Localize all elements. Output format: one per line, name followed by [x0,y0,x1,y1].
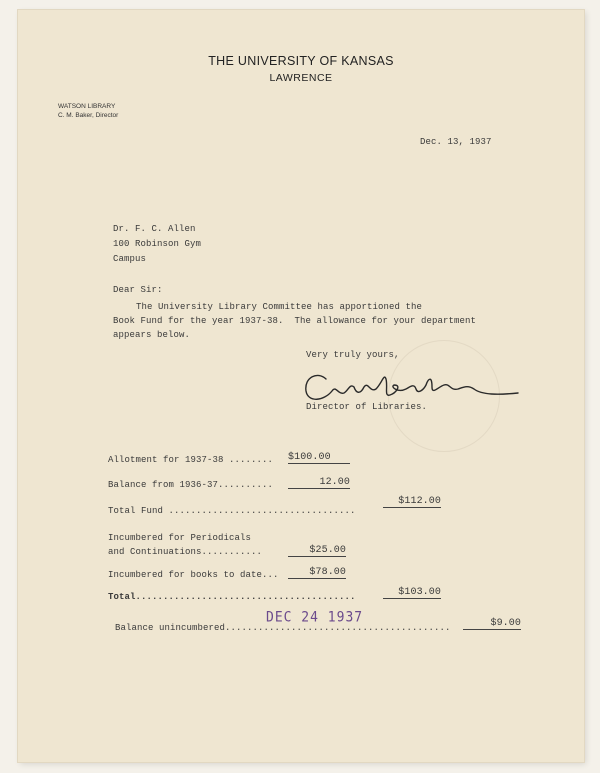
recipient-address: 100 Robinson Gym [113,239,202,249]
books-label: Incumbered for books to date... [108,570,279,580]
university-city: LAWRENCE [269,72,333,84]
recipient-name: Dr. F. C. Allen [113,224,196,234]
balance-value: $9.00 [463,618,521,630]
allotment-value: $100.00 [288,452,350,464]
closing: Very truly yours, [306,350,400,360]
letter-date: Dec. 13, 1937 [420,137,492,147]
letter-page [18,10,584,762]
total-fund-label: Total Fund .................................. [108,506,356,516]
balance-label: Balance unincumbered......................................... [115,623,451,633]
body-line-2: Book Fund for the year 1937-38. The allowance for your department [113,316,477,326]
recipient-location: Campus [113,254,147,264]
total-fund-value: $112.00 [383,496,441,508]
library-director: C. M. Baker, Director [58,112,119,119]
periodicals-label-2: and Continuations........... [108,547,263,557]
signer-title: Director of Libraries. [306,402,428,412]
periodicals-label-1: Incumbered for Periodicals [108,533,252,543]
salutation: Dear Sir: [113,285,163,295]
allotment-label: Allotment for 1937-38 ........ [108,455,274,465]
body-line-3: appears below. [113,330,191,340]
balance-prior-value: 12.00 [288,477,350,489]
balance-prior-label: Balance from 1936-37.......... [108,480,274,490]
library-name: WATSON LIBRARY [58,103,116,110]
periodicals-value: $25.00 [288,545,346,557]
total-value: $103.00 [383,587,441,599]
received-date-stamp: DEC 24 1937 [266,609,364,626]
total-label: Total........................................ [108,592,356,602]
books-value: $78.00 [288,567,346,579]
body-line-1: The University Library Committee has apportioned the [136,302,423,312]
university-name: THE UNIVERSITY OF KANSAS [208,54,394,68]
